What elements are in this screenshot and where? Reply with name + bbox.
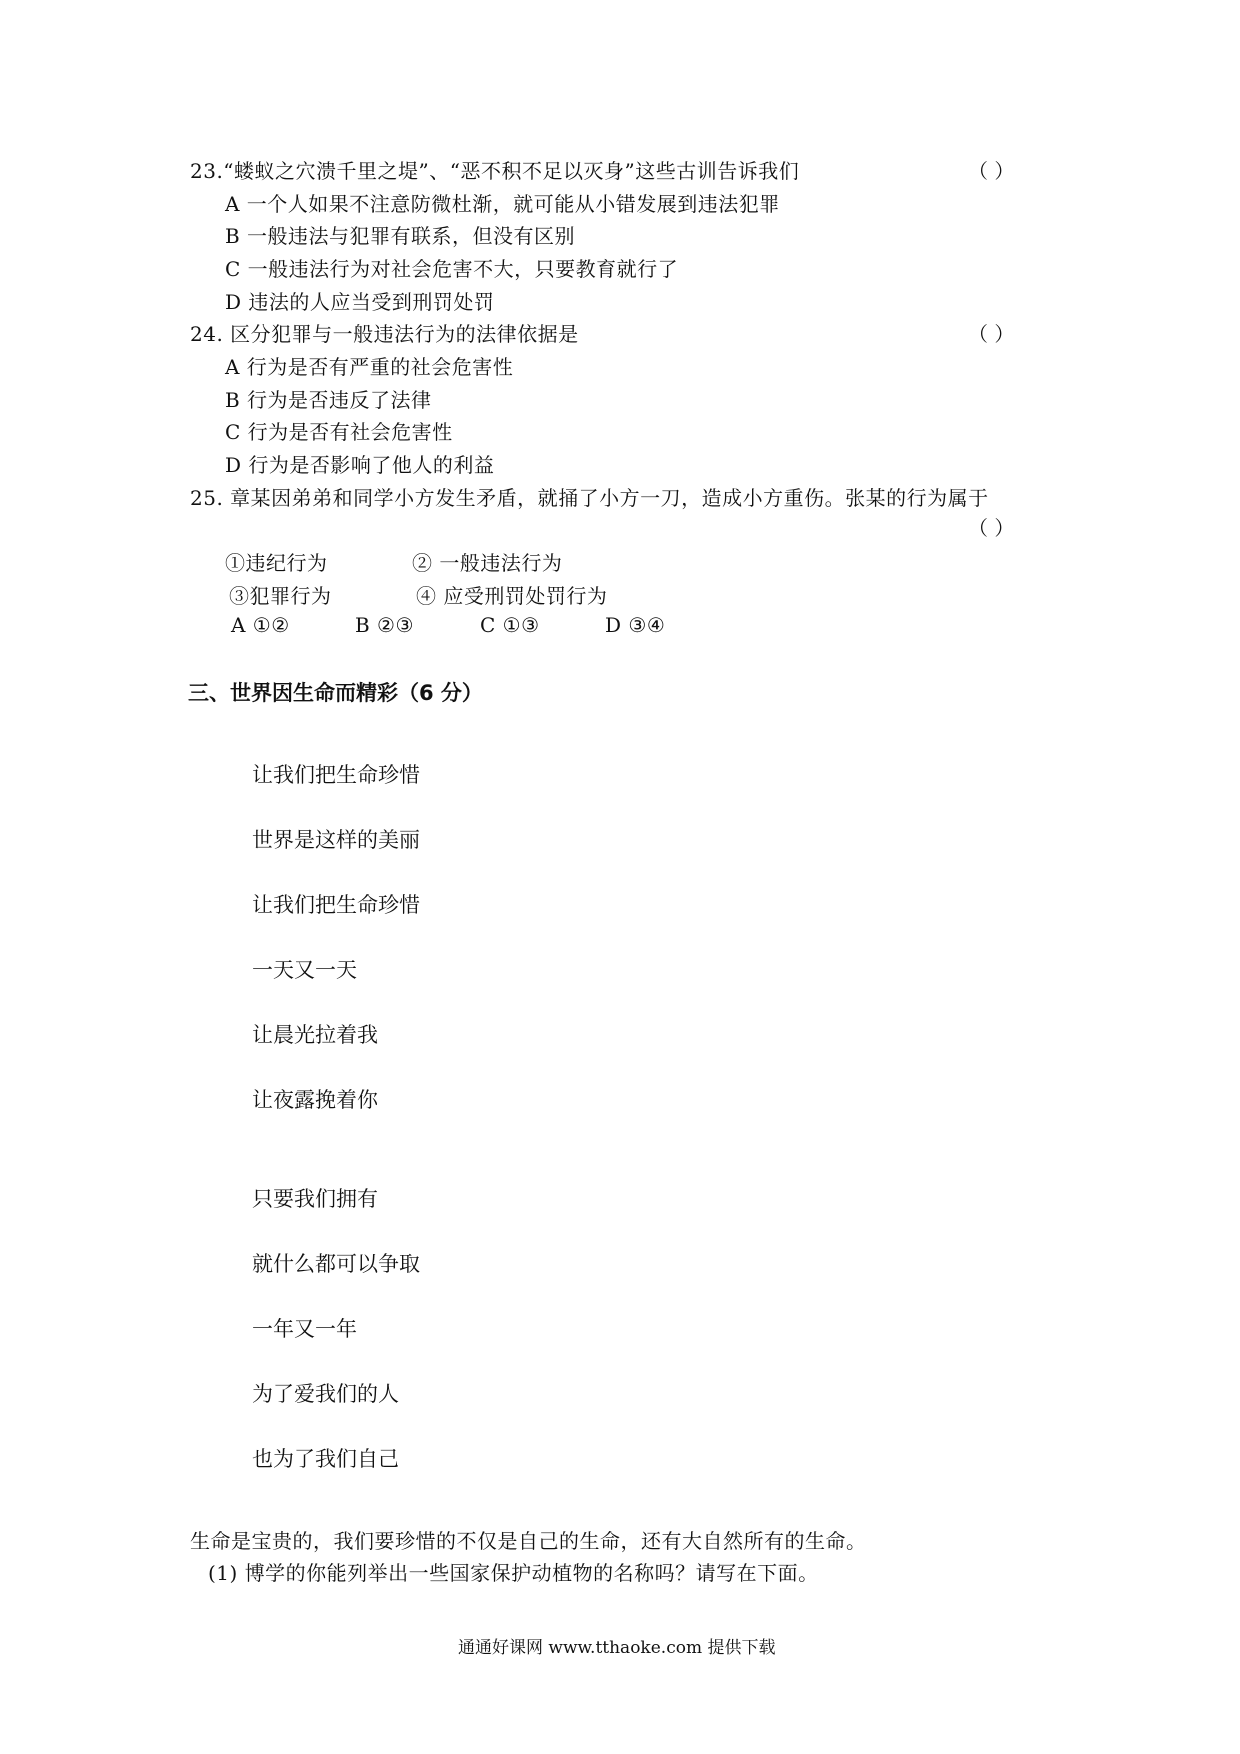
answer-bracket-24: （ ） <box>968 322 1015 346</box>
option-24-a: A 行为是否有严重的社会危害性 <box>225 355 514 379</box>
option-24-b: B 行为是否违反了法律 <box>225 388 432 412</box>
poem-line: 也为了我们自己 <box>252 1447 399 1471</box>
item-25-1: ①违纪行为 <box>225 551 328 575</box>
poem-line: 让我们把生命珍惜 <box>252 893 420 917</box>
option-23-b: B 一般违法与犯罪有联系，但没有区别 <box>225 224 576 248</box>
poem-line: 一天又一天 <box>252 958 357 982</box>
page-footer: 通通好课网 www.tthaoke.com 提供下载 <box>458 1638 776 1658</box>
section-3-intro: 生命是宝贵的，我们要珍惜的不仅是自己的生命，还有大自然所有的生命。 <box>190 1529 867 1553</box>
poem-line: 就什么都可以争取 <box>252 1252 420 1276</box>
option-23-a: A 一个人如果不注意防微杜渐，就可能从小错发展到违法犯罪 <box>225 192 780 216</box>
poem-line: 让夜露挽着你 <box>252 1088 378 1112</box>
question-25-stem: 25. 章某因弟弟和同学小方发生矛盾，就捅了小方一刀，造成小方重伤。张某的行为属于 <box>190 486 989 510</box>
choice-25-d: D ③④ <box>605 613 666 637</box>
option-24-c: C 行为是否有社会危害性 <box>225 420 453 444</box>
poem-line: 只要我们拥有 <box>252 1187 378 1211</box>
item-25-3: ③犯罪行为 <box>229 584 332 608</box>
poem-line: 一年又一年 <box>252 1317 357 1341</box>
poem-line: 让我们把生命珍惜 <box>252 763 420 787</box>
answer-bracket-23: （ ） <box>968 159 1015 183</box>
choice-25-b: B ②③ <box>355 613 414 637</box>
item-25-4: ④ 应受刑罚处罚行为 <box>416 584 608 608</box>
poem-line: 为了爱我们的人 <box>252 1382 399 1406</box>
choice-25-c: C ①③ <box>480 613 540 637</box>
poem-line: 让晨光拉着我 <box>252 1023 378 1047</box>
poem-line: 世界是这样的美丽 <box>252 828 420 852</box>
choice-25-a: A ①② <box>231 613 290 637</box>
option-23-d: D 违法的人应当受到刑罚处罚 <box>225 290 495 314</box>
item-25-2: ② 一般违法行为 <box>412 551 563 575</box>
question-24-stem: 24. 区分犯罪与一般违法行为的法律依据是 <box>190 322 579 346</box>
option-24-d: D 行为是否影响了他人的利益 <box>225 453 495 477</box>
question-23-stem: 23.“蝼蚁之穴溃千里之堤”、“恶不积不足以灭身”这些古训告诉我们 <box>190 159 800 183</box>
section-3-heading: 三、世界因生命而精彩（6 分） <box>188 681 483 705</box>
sub-question-1: (1) 博学的你能列举出一些国家保护动植物的名称吗？请写在下面。 <box>208 1561 819 1585</box>
option-23-c: C 一般违法行为对社会危害不大，只要教育就行了 <box>225 257 679 281</box>
answer-bracket-25: （ ） <box>968 516 1015 540</box>
